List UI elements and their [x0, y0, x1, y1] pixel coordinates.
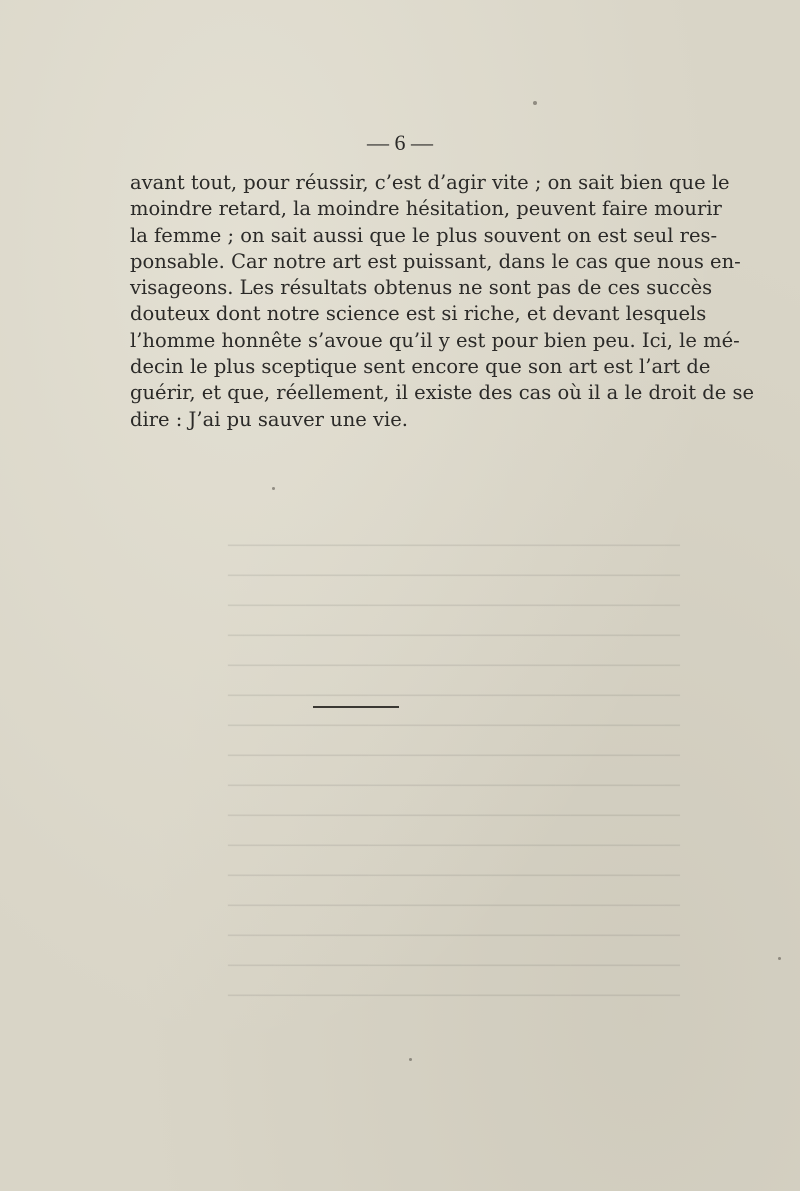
body-paragraph — [130, 170, 755, 433]
text-line: l’homme honnête s’avoue qu’il y est pour bien peu. Ici, le mé- — [130, 328, 740, 352]
paper-speck — [272, 487, 275, 490]
section-divider — [313, 706, 399, 708]
paper-speck — [778, 957, 781, 960]
text-line: decin le plus sceptique sent encore que son art est l’art de — [130, 355, 711, 379]
text-line: guérir, et que, réellement, il existe des cas où il a le droit de se — [130, 381, 755, 405]
paper-speck — [409, 1058, 412, 1061]
text-line: la femme ; on sait aussi que le plus souvent on est seul res- — [130, 223, 718, 247]
text-line: douteux dont notre science est si riche, et devant lesquels — [130, 302, 707, 326]
text-line: moindre retard, la moindre hésitation, peuvent faire mourir — [130, 197, 722, 221]
text-line: avant tout, pour réussir, c’est d’agir vite ; on sait bien que le — [130, 171, 730, 194]
text-line: ponsable. Car notre art est puissant, dans le cas que nous en- — [130, 249, 741, 273]
text-line: visageons. Les résultats obtenus ne sont pas de ces succès — [130, 276, 713, 300]
show-through-text: ───────────────────────────── ───────────────────────────── ───────────────────────────── ───────────────────────────── ───────────────────────────── ───────────────────────────── ───────────────────────────── ───────────────────────────── ───────────────────────────── ───────────────────────────── ───────────────────────────── ───────────────────────────── ───────────────────────────── ───────────────────────────── ───────────────────────────── ───────────────────────────── — [227, 532, 680, 1007]
text-line: dire : J’ai pu sauver une vie. — [130, 407, 408, 431]
page-number-header: — 6 — — [367, 130, 433, 155]
paper-speck — [533, 101, 537, 105]
